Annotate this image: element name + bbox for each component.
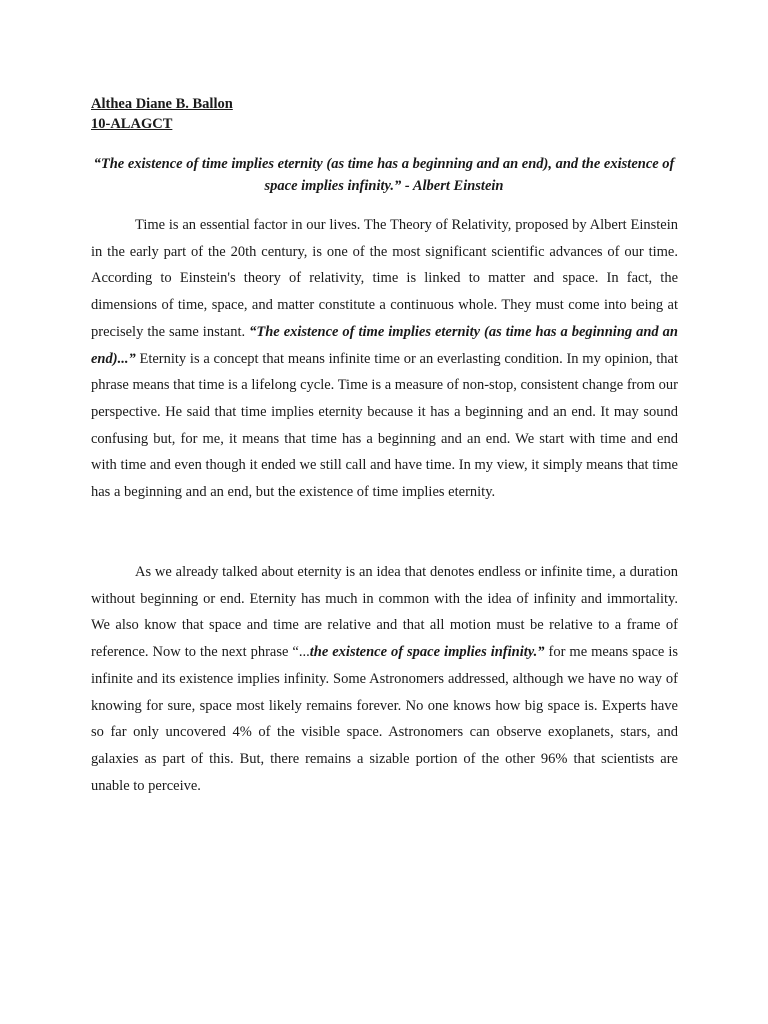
- author-name: Althea Diane B. Ballon: [91, 96, 233, 112]
- paragraph-2-quote: the existence of space implies infinity.”: [309, 644, 545, 661]
- paragraph-2-text-b: for me means space is infinite and its existence implies infinity. Some Astronomers addressed, although we have no way of knowing for sure, space most likely remains forever. No one knows how big space is. Experts have so far only uncovered 4% of the visible space. Astronomers can observe exoplanets, stars, and galaxies as part of this. But, there remains a sizable portion of the other 96% that scientists are unable to perceive.: [91, 644, 679, 794]
- paragraph-1: [91, 212, 678, 506]
- paragraph-2: [91, 559, 678, 799]
- paragraph-1-text-b: Eternity is a concept that means infinite time or an everlasting condition. In my opinion, that phrase means that time is a lifelong cycle. Time is a measure of non-stop, consistent change from our perspective. He said that time implies eternity because it has a beginning and an end. It may sound confusing but, for me, it means that time has a beginning and an end. We start with time and end with time and even though it ended we still call and have time. In my view, it simply means that time has a beginning and an end, but the existence of time implies eternity.: [91, 350, 678, 501]
- epigraph-quote: “The existence of time implies eternity (as time has a beginning and an end), and the existence of space implies infinity.” - Albert Einstein: [93, 156, 675, 194]
- author-header: [91, 94, 233, 134]
- author-section: 10-ALAGCT: [91, 116, 173, 132]
- paragraph-1-quote: “The existence of time implies eternity (as time has a beginning and an end)...”: [91, 323, 678, 367]
- paragraph-1-text-a: Time is an essential factor in our lives. The Theory of Relativity, proposed by Albert Einstein in the early part of the 20th century, is one of the most significant scientific advances of our time. According to Einstein's theory of relativity, time is linked to matter and space. In fact, the dimensions of time, space, and matter constitute a continuous whole. They must come into being at precisely the same instant.: [91, 217, 678, 340]
- paragraph-2-text-a: As we already talked about eternity is an idea that denotes endless or infinite time, a duration without beginning or end. Eternity has much in common with the idea of infinity and immortality. We also know that space and time are relative and that all motion must be relative to a frame of reference. Now to the next phrase “...: [91, 564, 678, 661]
